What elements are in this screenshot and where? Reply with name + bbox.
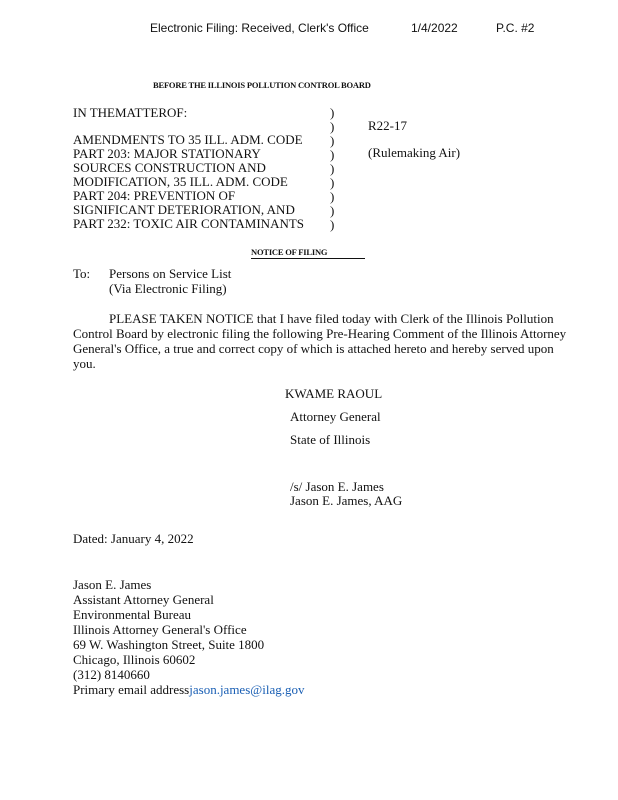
paren: ) <box>330 161 335 176</box>
caption-line: PART 232: TOXIC AIR CONTAMINANTS <box>73 216 305 231</box>
board-title: BEFORE THE ILLINOIS POLLUTION CONTROL BOARD <box>153 80 371 90</box>
contact-phone: (312) 8140660 <box>73 667 150 682</box>
paren: ) <box>330 189 335 204</box>
filing-stamp-pc: P.C. #2 <box>496 21 535 35</box>
paren: ) <box>330 147 335 162</box>
signature-name: KWAME RAOUL <box>285 386 383 401</box>
paren: ) <box>330 217 335 232</box>
caption-parentheses <box>330 106 334 232</box>
contact-email-row <box>73 683 304 697</box>
paren: ) <box>330 133 335 148</box>
caption-line: SOURCES CONSTRUCTION AND <box>73 160 266 175</box>
contact-office: Illinois Attorney General's Office <box>73 622 247 637</box>
signature-printed: Jason E. James, AAG <box>290 493 403 508</box>
signature-signed: /s/ Jason E. James <box>290 479 384 494</box>
caption-matter: IN THEMATTEROF: <box>73 105 188 120</box>
body-line: General's Office, a true and correct copy of which is attached hereto and hereby served upon <box>73 341 554 356</box>
to-delivery: (Via Electronic Filing) <box>109 281 227 296</box>
filing-stamp-label: Electronic Filing: Received, Clerk's Office <box>150 21 369 35</box>
contact-title: Assistant Attorney General <box>73 592 214 607</box>
filing-stamp-date: 1/4/2022 <box>411 21 458 35</box>
dated-line: Dated: January 4, 2022 <box>73 531 194 546</box>
caption-line: PART 204: PREVENTION OF <box>73 188 236 203</box>
paren: ) <box>330 119 335 134</box>
contact-email-link[interactable]: jason.james@ilag.gov <box>189 682 305 697</box>
body-line: PLEASE TAKEN NOTICE that I have filed today with Clerk of the Illinois Pollution <box>109 311 554 326</box>
caption-line: SIGNIFICANT DETERIORATION, AND <box>73 202 295 217</box>
signature-title: Attorney General <box>290 409 381 424</box>
caption-line: MODIFICATION, 35 ILL. ADM. CODE <box>73 174 288 189</box>
docket-type: (Rulemaking Air) <box>368 145 461 160</box>
paren: ) <box>330 175 335 190</box>
contact-city: Chicago, Illinois 60602 <box>73 652 196 667</box>
docket-number: R22-17 <box>368 118 407 133</box>
signature-state: State of Illinois <box>290 432 371 447</box>
paren: ) <box>330 203 335 218</box>
body-line: Control Board by electronic filing the following Pre-Hearing Comment of the Illinois Attorney <box>73 326 567 341</box>
contact-name: Jason E. James <box>73 577 152 592</box>
caption-title-block <box>73 133 304 231</box>
caption-line: PART 203: MAJOR STATIONARY <box>73 146 261 161</box>
contact-bureau: Environmental Bureau <box>73 607 192 622</box>
to-label: To: <box>73 266 91 281</box>
to-recipients: Persons on Service List <box>109 266 232 281</box>
notice-title: NOTICE OF FILING <box>251 247 365 259</box>
contact-street: 69 W. Washington Street, Suite 1800 <box>73 637 265 652</box>
paren: ) <box>330 105 335 120</box>
contact-email-label: Primary email address <box>73 682 190 697</box>
caption-line: AMENDMENTS TO 35 ILL. ADM. CODE <box>73 132 303 147</box>
body-line: you. <box>73 356 96 371</box>
